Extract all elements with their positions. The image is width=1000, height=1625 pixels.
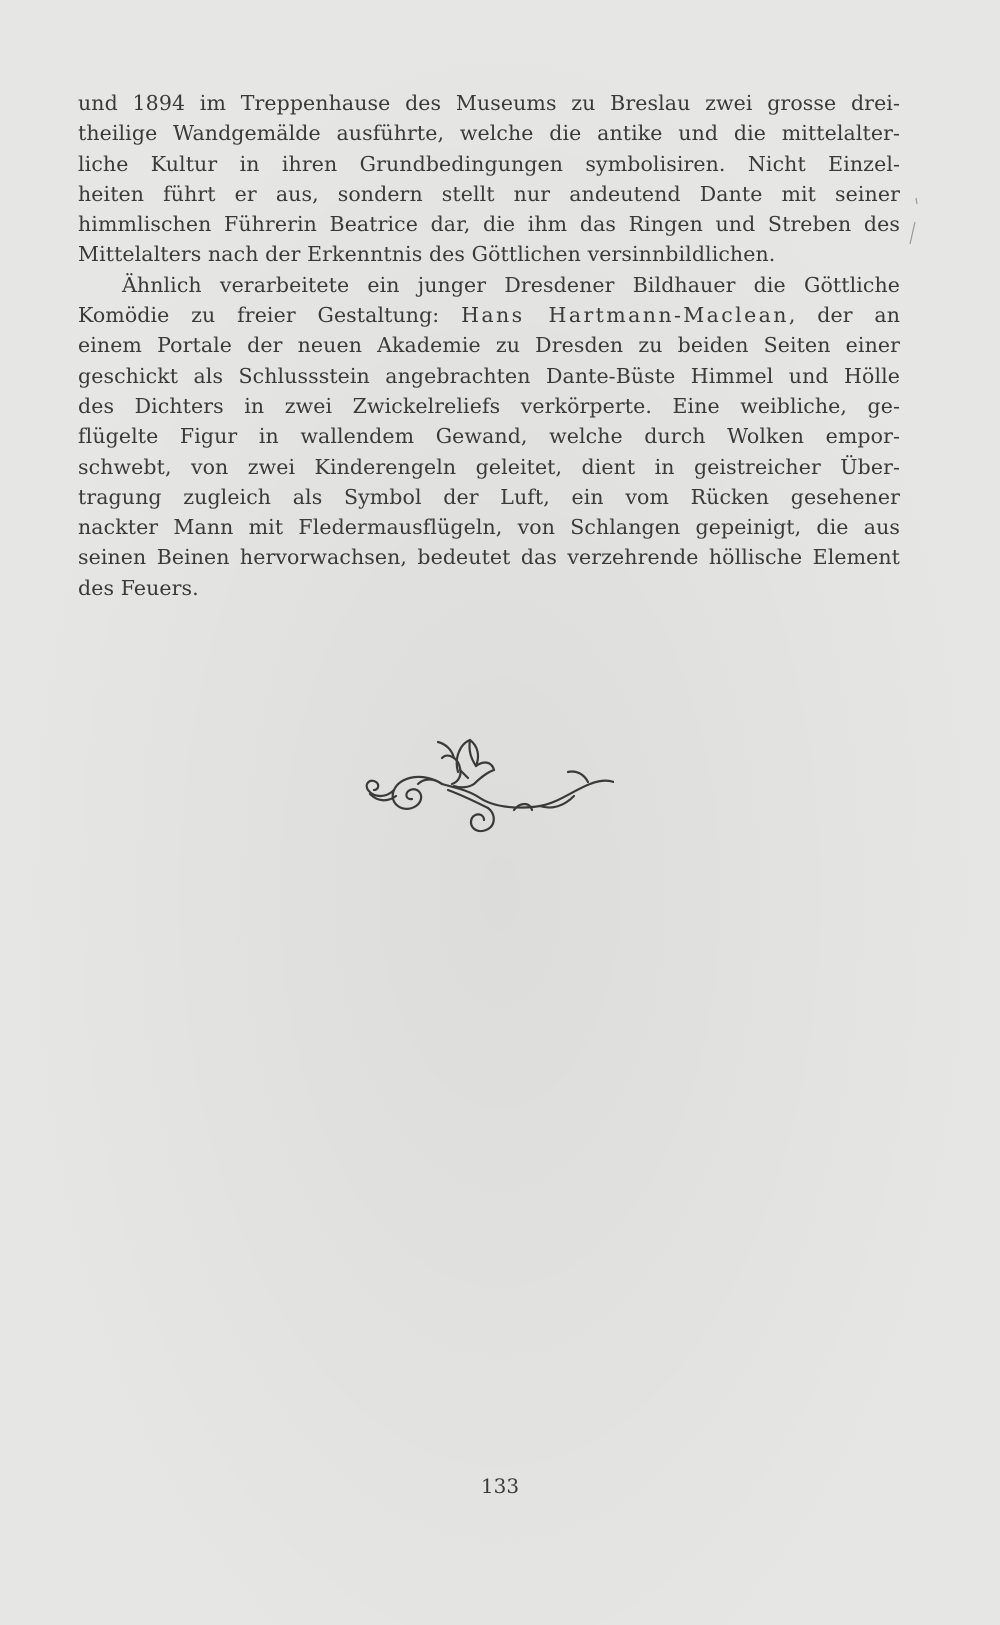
text-line: des Dichters in zwei Zwickelreliefs verkörperte. Eine weibliche, ge- [78, 393, 900, 418]
text-line: heiten führt er aus, sondern stellt nur andeutend Dante mit seiner [78, 181, 900, 206]
body-text [78, 88, 900, 603]
text-line: des Feuers. [78, 575, 199, 600]
text-line: Ähnlich verarbeitete ein junger Dresdener Bildhauer die Göttliche [122, 272, 900, 297]
text-line: liche Kultur in ihren Grundbedingungen symbolisiren. Nicht Einzel- [78, 151, 900, 176]
text-line: nackter Mann mit Fledermausflügeln, von Schlangen gepeinigt, die aus [78, 515, 900, 540]
floral-ornament-icon [364, 732, 614, 842]
text-line: theilige Wandgemälde ausführte, welche die antike und die mittelalter- [78, 121, 900, 146]
text-line: schwebt, von zwei Kinderengeln geleitet, dient in geistreicher Über- [78, 454, 900, 479]
pencil-margin-mark [906, 196, 920, 246]
text-line: himmlischen Führerin Beatrice dar, die ihm das Ringen und Streben des [78, 212, 900, 237]
text-line-with-name [78, 300, 900, 330]
text-line: und 1894 im Treppenhause des Museums zu Breslau zwei grosse drei- [78, 91, 900, 115]
text-line: einem Portale der neuen Akademie zu Dresden zu beiden Seiten einer [78, 333, 900, 358]
text-segment: , der an [788, 303, 900, 328]
text-line: tragung zugleich als Symbol der Luft, ein vom Rücken gesehener [78, 484, 900, 509]
text-line: seinen Beinen hervorwachsen, bedeutet das verzehrende höllische Element [78, 545, 900, 570]
sculptor-name: Hans Hartmann-Maclean [461, 303, 789, 328]
text-line: Mittelalters nach der Erkenntnis des Göttlichen versinnbildlichen. [78, 242, 776, 267]
text-segment: Komödie zu freier Gestaltung: [78, 303, 462, 328]
text-line: geschickt als Schlussstein angebrachten Dante-Büste Himmel und Hölle [78, 363, 900, 388]
text-line: flügelte Figur in wallendem Gewand, welche durch Wolken empor- [78, 424, 900, 449]
page-number: 133 [480, 1474, 520, 1498]
